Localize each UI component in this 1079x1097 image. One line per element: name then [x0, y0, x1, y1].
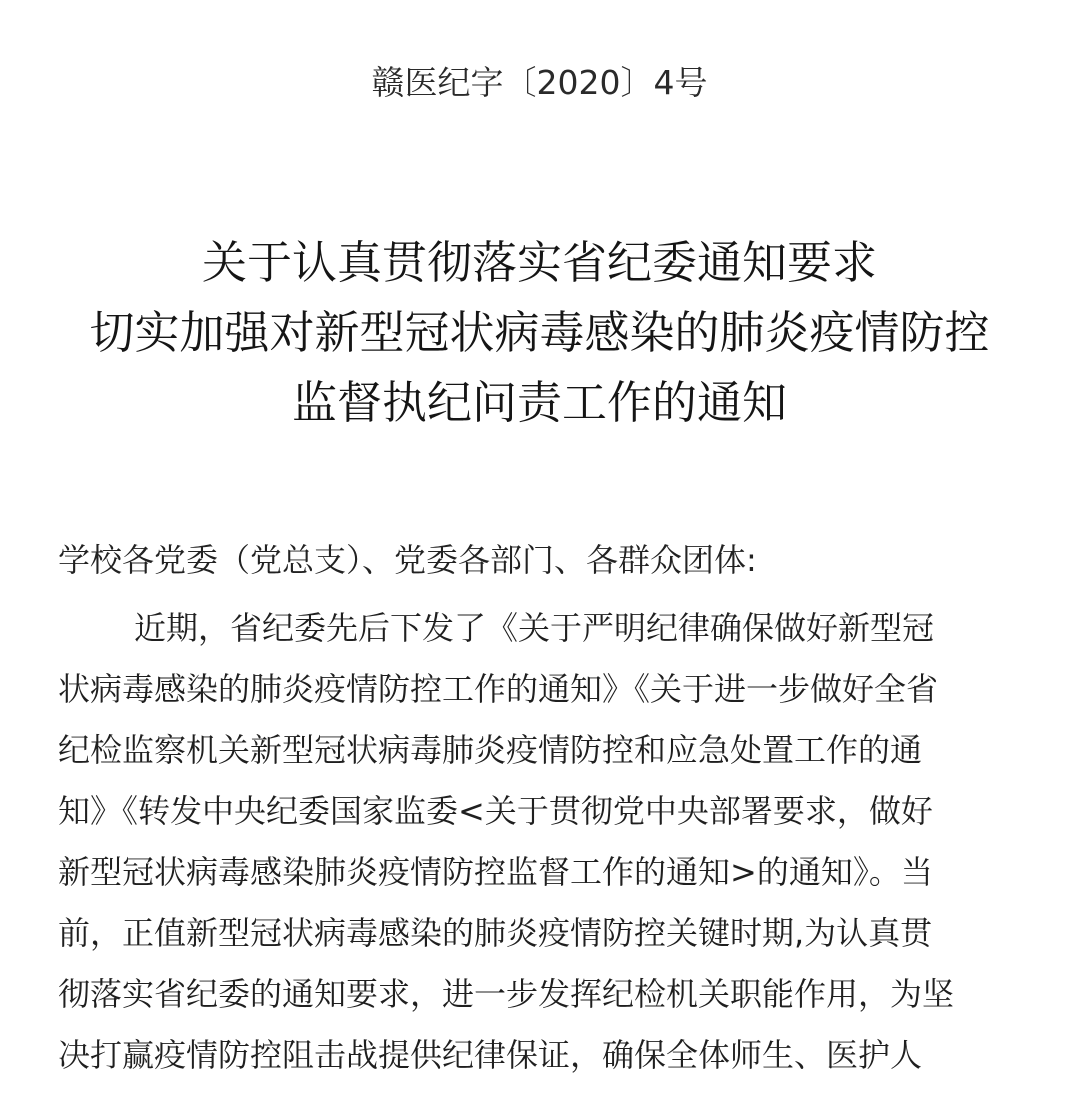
title-line-1: 关于认真贯彻落实省纪委通知要求 — [201, 236, 877, 289]
body-line-6: 前，正值新型冠状病毒感染的肺炎疫情防控关键时期,为认真贯 — [58, 914, 933, 952]
body-line-3: 纪检监察机关新型冠状病毒肺炎疫情防控和应急处置工作的通 — [58, 731, 923, 769]
body-line-2: 状病毒感染的肺炎疫情防控工作的通知》《关于进一步做好全省 — [58, 670, 939, 708]
body-line-4: 知》《转发中央纪委国家监委<关于贯彻党中央部署要求，做好 — [58, 792, 933, 830]
document-title — [0, 228, 1079, 438]
body-line-1: 近期，省纪委先后下发了《关于严明纪律确保做好新型冠 — [134, 609, 935, 647]
body-paragraph — [58, 598, 1058, 1086]
body-line-7: 彻落实省纪委的通知要求，进一步发挥纪检机关职能作用，为坚 — [58, 975, 955, 1013]
title-line-3: 监督执纪问责工作的通知 — [291, 376, 787, 429]
body-line-5: 新型冠状病毒感染肺炎疫情防控监督工作的通知>的通知》。当 — [58, 853, 933, 891]
document-number: 赣医纪字〔2020〕4号 — [371, 63, 708, 102]
body-line-8: 决打赢疫情防控阻击战提供纪律保证，确保全体师生、医护人 — [58, 1036, 923, 1074]
title-line-2: 切实加强对新型冠状病毒感染的肺炎疫情防控 — [89, 306, 990, 359]
salutation: 学校各党委（党总支）、党委各部门、各群众团体: — [58, 541, 757, 579]
